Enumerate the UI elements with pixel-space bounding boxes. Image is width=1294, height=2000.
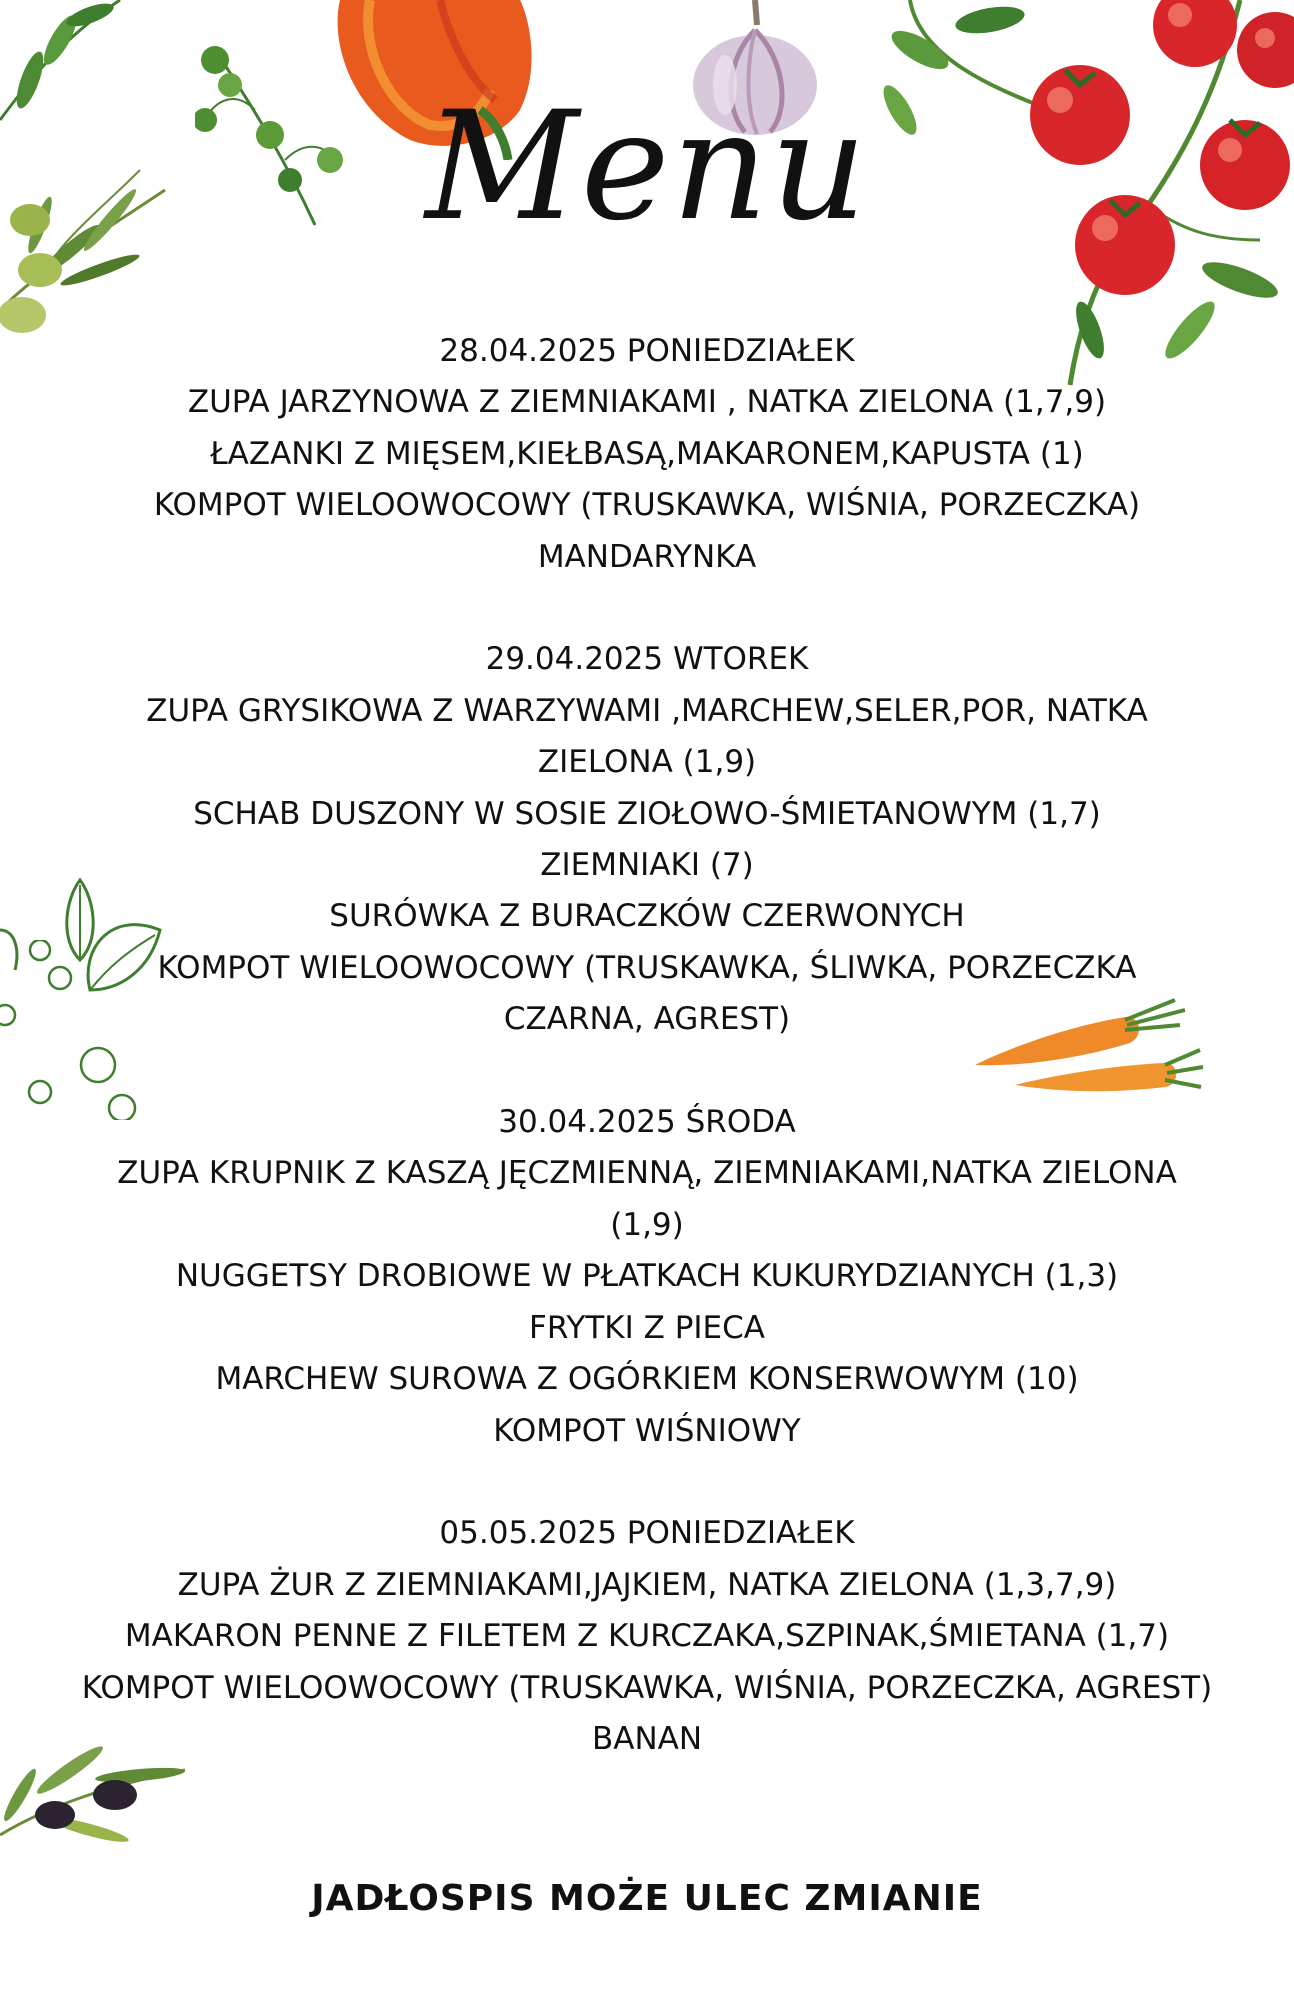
dish-line: KOMPOT WIŚNIOWY [493,1412,801,1449]
dish-line: SCHAB DUSZONY W SOSIE ZIOŁOWO-ŚMIETANOWYM (1,7) [193,795,1101,832]
dish-line: KOMPOT WIELOOWOCOWY (TRUSKAWKA, WIŚNIA, PORZECZKA, AGREST) [81,1669,1213,1706]
dish-line: ZIELONA (1,9) [537,744,757,781]
dish-line: KOMPOT WIELOOWOCOWY (TRUSKAWKA, WIŚNIA, PORZECZKA) [153,487,1141,524]
menu-title: Menu [425,80,869,254]
dish-line: FRYTKI Z PIECA [529,1309,765,1346]
day-header: 28.04.2025 PONIEDZIAŁEK [439,333,855,369]
day-header: 29.04.2025 WTOREK [485,641,809,678]
menu-list [60,326,1234,1817]
dish-line: ZUPA JARZYNOWA Z ZIEMNIAKAMI , NATKA ZIELONA (1,7,9) [187,384,1107,421]
footer-note: JADŁOSPIS MOŻE ULEC ZMIANIE [311,1878,983,1919]
dish-line: ŁAZANKI Z MIĘSEM,KIEŁBASĄ,MAKARONEM,KAPUSTA (1) [210,435,1084,472]
day-entry [60,1097,1234,1457]
dish-line: BANAN [591,1720,703,1757]
dish-line: SURÓWKA Z BURACZKÓW CZERWONYCH [329,898,965,935]
day-entry [60,326,1234,583]
dish-line: ZUPA ŻUR Z ZIEMNIAKAMI,JAJKIEM, NATKA ZIELONA (1,3,7,9) [177,1566,1117,1603]
dish-line: KOMPOT WIELOOWOCOWY (TRUSKAWKA, ŚLIWKA, PORZECZKA [157,949,1137,986]
dish-line: ZUPA KRUPNIK Z KASZĄ JĘCZMIENNĄ, ZIEMNIAKAMI,NATKA ZIELONA [117,1155,1177,1192]
day-header: 05.05.2025 PONIEDZIAŁEK [439,1515,855,1552]
dish-line: NUGGETSY DROBIOWE W PŁATKACH KUKURYDZIANYCH (1,3) [175,1258,1119,1295]
dish-line: MANDARYNKA [537,538,757,575]
dish-line: ZIEMNIAKI (7) [540,847,754,884]
dish-line: CZARNA, AGREST) [503,1001,791,1038]
dish-line: ZUPA GRYSIKOWA Z WARZYWAMI ,MARCHEW,SELER,POR, NATKA [146,692,1148,729]
day-header: 30.04.2025 ŚRODA [498,1104,796,1141]
dish-line: MARCHEW SUROWA Z OGÓRKIEM KONSERWOWYM (10) [215,1361,1079,1398]
day-entry [60,1508,1234,1765]
day-entry [60,634,1234,1045]
dish-line: (1,9) [610,1206,684,1243]
dish-line: MAKARON PENNE Z FILETEM Z KURCZAKA,SZPINAK,ŚMIETANA (1,7) [124,1618,1170,1655]
